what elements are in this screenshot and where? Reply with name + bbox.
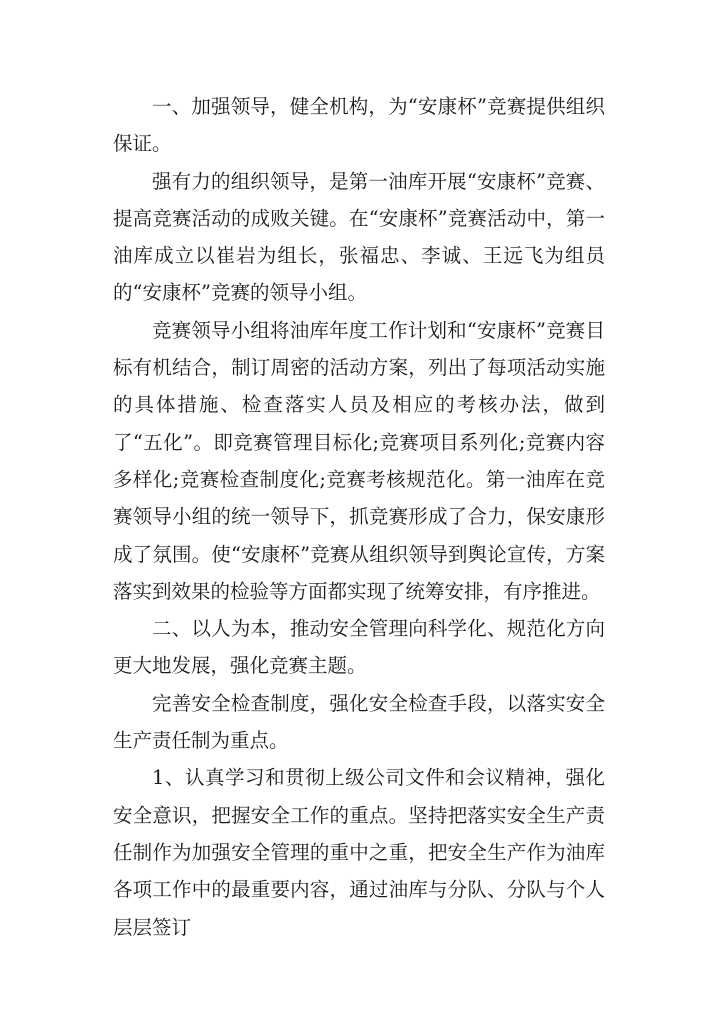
paragraph-section-two-heading: 二、以人为本，推动安全管理向科学化、规范化方向更大地发展，强化竞赛主题。 bbox=[113, 617, 605, 678]
paragraph-five-standards: 竞赛领导小组将油库年度工作计划和“安康杯”竞赛目标有机结合，制订周密的活动方案，列出了每项活动实施的具体措施、检查落实人员及相应的考核办法，做到了“五化”。即竞赛管理目标化;竞赛项目系列化;竞赛内容多样化;竞赛检查制度化;竞赛考核规范化。第一油库在竞赛领导小组的统一领导下，抓竞赛形成了合力，保安康形成了氛围。使“安康杯”竞赛从组织领导到舆论宣传，方案落实到效果的检验等方面都实现了统筹安排，有序推进。 bbox=[113, 318, 605, 603]
paragraph-safety-inspection: 完善安全检查制度，强化安全检查手段，以落实安全生产责任制为重点。 bbox=[113, 691, 605, 753]
paragraph-section-one-heading: 一、加强领导，健全机构，为“安康杯”竞赛提供组织保证。 bbox=[113, 95, 605, 156]
paragraph-leadership-group: 强有力的组织领导，是第一油库开展“安康杯”竞赛、提高竞赛活动的成败关键。在“安康杯”竞赛活动中，第一油库成立以崔岩为组长，张福忠、李诚、王远飞为组员的“安康杯”竞赛的领导小组。 bbox=[113, 169, 605, 305]
paragraph-item-one: 1、认真学习和贯彻上级公司文件和会议精神，强化安全意识，把握安全工作的重点。坚持把落实安全生产责任制作为加强安全管理的重中之重，把安全生产作为油库各项工作中的最重要内容，通过油库与分队、分队与个人层层签订 bbox=[113, 766, 605, 939]
document-body bbox=[113, 88, 605, 946]
